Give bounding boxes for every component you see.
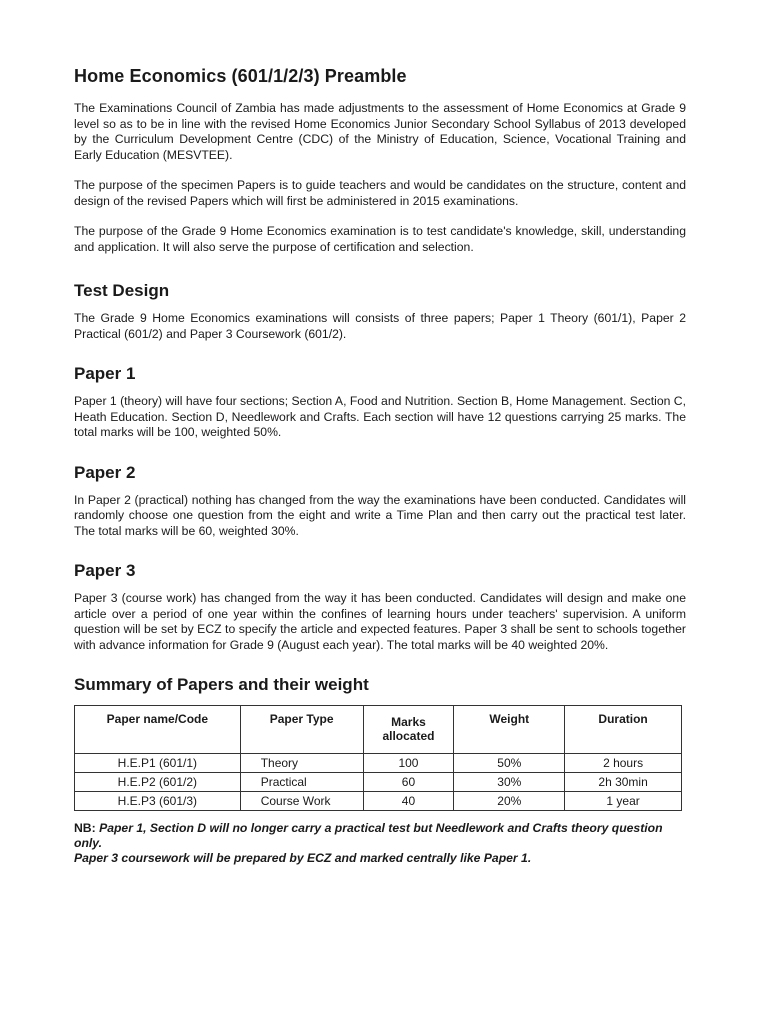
section-text: Paper 3 (course work) has changed from the way it has been conducted. Candidates will design and make one article over a period of one year within the confines of learning hours under teachers' supervision. A uniform question will be set by ECZ to specify the article and expected features. Paper 3 shall be sent to schools together with advance information for Grade 9 (August each year). The total marks will be 40 weighted 20%. (74, 591, 686, 652)
column-header: Weight (454, 706, 565, 754)
table-cell: 2h 30min (565, 773, 682, 792)
table-cell: 1 year (565, 792, 682, 811)
section-heading: Summary of Papers and their weight (74, 675, 369, 694)
section-heading: Paper 2 (74, 462, 136, 482)
column-header: Marks allocated (363, 706, 454, 754)
section-paper-2 (74, 463, 686, 540)
nb-line-2: Paper 3 coursework will be prepared by ECZ and marked centrally like Paper 1. (74, 851, 532, 865)
table-cell: Practical (240, 773, 363, 792)
column-header: Paper name/Code (75, 706, 241, 754)
section-paper-1 (74, 364, 686, 441)
preamble-paragraph-3: The purpose of the Grade 9 Home Economics examination is to test candidate's knowledge, skill, understanding and application. It will also serve the purpose of certification and selection. (74, 224, 686, 254)
table-cell: 30% (454, 773, 565, 792)
preamble-paragraph-2: The purpose of the specimen Papers is to guide teachers and would be candidates on the structure, content and design of the revised Papers which will first be administered in 2015 examinations. (74, 178, 686, 208)
table-row (75, 773, 682, 792)
table-cell: Theory (240, 754, 363, 773)
document-page (74, 60, 686, 866)
section-test-design (74, 281, 686, 342)
table-cell: 50% (454, 754, 565, 773)
table-row (75, 792, 682, 811)
table-cell: 40 (363, 792, 454, 811)
section-text: Paper 1 (theory) will have four sections; Section A, Food and Nutrition. Section B, Home Management. Section C, Heath Education. Section D, Needlework and Crafts. Each section will have 12 questions carrying 25 marks. The total marks will be 100, weighted 50%. (74, 394, 686, 439)
section-paper-3 (74, 561, 686, 653)
column-header: Duration (565, 706, 682, 754)
table-cell: H.E.P1 (601/1) (75, 754, 241, 773)
section-heading: Paper 3 (74, 561, 136, 580)
nb-text: Paper 1, Section D will no longer carry a practical test but Needlework and Crafts theory question only. (74, 821, 663, 850)
section-text: The Grade 9 Home Economics examinations will consists of three papers; Paper 1 Theory (601/1), Paper 2 Practical (601/2) and Paper 3 Coursework (601/2). (74, 311, 686, 341)
table-row (75, 754, 682, 773)
table-cell: 20% (454, 792, 565, 811)
section-summary (74, 675, 686, 811)
table-cell: H.E.P2 (601/2) (75, 773, 241, 792)
table-cell: H.E.P3 (601/3) (75, 792, 241, 811)
section-text: In Paper 2 (practical) nothing has changed from the way the examinations have been conducted. Candidates will randomly choose one question from the eight and write a Time Plan and then carry out the practical test later. The total marks will be 60, weighted 30%. (74, 492, 686, 538)
table-header-row (75, 706, 682, 754)
column-header: Paper Type (240, 706, 363, 754)
table-cell: 100 (363, 754, 454, 773)
summary-table (74, 705, 682, 811)
preamble-paragraph-1: The Examinations Council of Zambia has made adjustments to the assessment of Home Economics at Grade 9 level so as to be in line with the revised Home Economics Junior Secondary School Syllabus of 2013 developed by the Curriculum Development Centre (CDC) of the Ministry of Education, Science, Vocational Training and Early Education (MESVTEE). (74, 101, 686, 162)
section-heading: Test Design (74, 281, 170, 300)
nb-note (74, 821, 686, 866)
page-title: Home Economics (601/1/2/3) Preamble (74, 66, 407, 86)
nb-line-1 (74, 821, 686, 851)
section-heading: Paper 1 (74, 364, 136, 383)
table-cell: 60 (363, 773, 454, 792)
table-cell: 2 hours (565, 754, 682, 773)
table-cell: Course Work (240, 792, 363, 811)
nb-label: NB: (74, 821, 96, 835)
